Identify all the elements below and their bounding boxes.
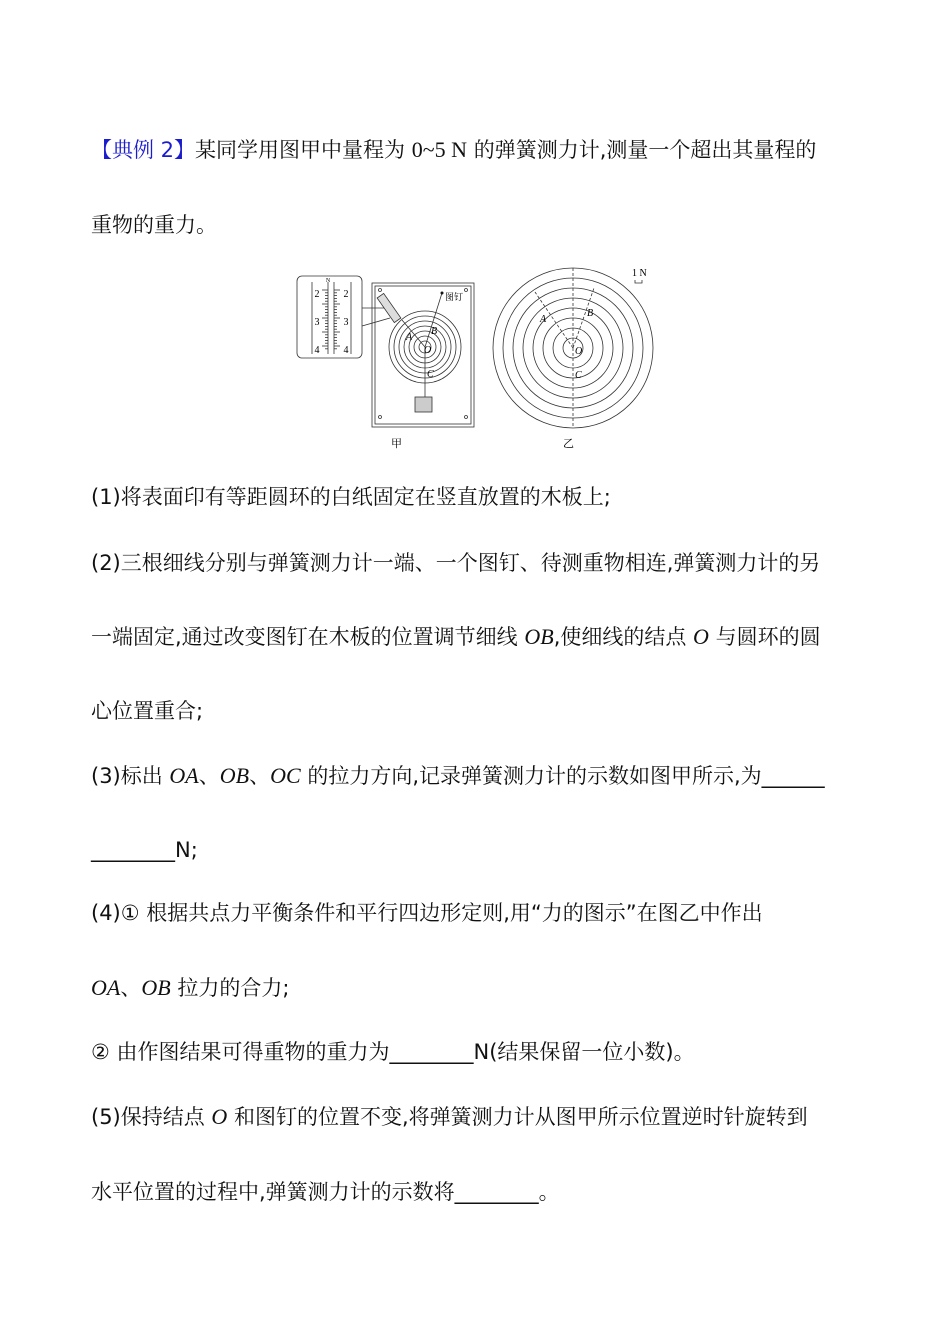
text-segment: OB	[524, 624, 554, 649]
text-line	[91, 622, 821, 652]
text-segment: ,使细线的结点	[553, 625, 694, 649]
wooden-board	[372, 283, 474, 427]
tick-label-3-left: 3	[314, 317, 320, 328]
yi-point-c: C	[575, 370, 582, 381]
text-segment: ② 由作图结果可得重物的重力为________N(结果保留一位小数)。	[91, 1040, 695, 1064]
text-segment: OA	[169, 763, 199, 788]
text-segment: O	[693, 624, 709, 649]
text-segment: (1)将表面印有等距圆环的白纸固定在竖直放置的木板上;	[91, 485, 611, 509]
text-line	[91, 898, 763, 928]
text-segment: OB	[219, 763, 250, 788]
text-line	[91, 482, 611, 512]
text-segment: 一端固定,通过改变图钉在木板的位置调节细线	[91, 625, 525, 649]
text-segment: (5)保持结点	[91, 1105, 212, 1129]
yi-point-o: O	[575, 346, 583, 357]
caption-yi: 乙	[563, 438, 574, 450]
text-segment: 拉力的合力;	[170, 976, 290, 1000]
jia-point-c: C	[427, 369, 434, 380]
text-segment: 心位置重合;	[91, 699, 204, 723]
text-line	[91, 210, 217, 240]
text-segment: (4)① 根据共点力平衡条件和平行四边形定则,用“力的图示”在图乙中作出	[91, 901, 763, 925]
text-segment: OA	[91, 975, 121, 1000]
text-segment: 和图钉的位置不变,将弹簧测力计从图甲所示位置逆时针旋转到	[227, 1105, 808, 1129]
pushpin-label: 图钉	[445, 292, 464, 302]
concentric-rings-diagram	[493, 268, 653, 428]
text-segment: ________N;	[91, 838, 198, 862]
text-line	[91, 135, 816, 165]
tick-label-4-left: 4	[314, 345, 320, 356]
text-line	[91, 973, 289, 1003]
text-segment: O	[211, 1104, 228, 1129]
force-scale-label: 1 N	[632, 268, 647, 279]
text-segment: 与圆环的圆	[708, 625, 821, 649]
tick-label-3-right: 3	[343, 317, 349, 328]
text-line	[91, 761, 825, 791]
text-line	[91, 835, 198, 865]
unit-label: N	[325, 278, 331, 284]
text-segment: (2)三根细线分别与弹簧测力计一端、一个图钉、待测重物相连,弹簧测力计的另	[91, 551, 821, 575]
text-segment: 、	[198, 764, 220, 788]
tick-label-4-right: 4	[343, 345, 349, 356]
text-line	[91, 1102, 808, 1132]
yi-point-a: A	[540, 314, 547, 325]
caption-jia: 甲	[391, 438, 402, 450]
text-segment: 0~5 N	[411, 137, 468, 162]
text-segment: 水平位置的过程中,弹簧测力计的示数将________。	[91, 1180, 560, 1204]
pushpin-icon	[441, 292, 444, 295]
jia-point-a: A	[406, 332, 413, 343]
text-segment: (3)标出	[91, 764, 170, 788]
figure-spring-scale-experiment	[290, 260, 670, 455]
tick-label-2-right: 2	[343, 289, 349, 300]
text-segment: 、	[249, 764, 271, 788]
text-segment: 的弹簧测力计,测量一个超出其量程的	[467, 138, 817, 162]
text-segment: 、	[120, 976, 142, 1000]
text-segment: 的拉力方向,记录弹簧测力计的示数如图甲所示,为______	[300, 764, 825, 788]
text-line	[91, 548, 820, 578]
text-line	[91, 1177, 560, 1207]
text-segment: OB	[141, 975, 171, 1000]
text-line	[91, 696, 203, 726]
text-line	[91, 1037, 695, 1067]
text-segment: 重物的重力。	[91, 213, 217, 237]
example-heading: 【典例 2】	[91, 138, 196, 162]
text-segment: 某同学用图甲中量程为	[195, 138, 412, 162]
text-segment: OC	[270, 763, 301, 788]
tick-label-2-left: 2	[314, 289, 320, 300]
jia-point-o: O	[424, 345, 432, 356]
yi-point-b: B	[587, 308, 594, 319]
weight-icon	[415, 397, 432, 412]
jia-point-b: B	[431, 326, 438, 337]
